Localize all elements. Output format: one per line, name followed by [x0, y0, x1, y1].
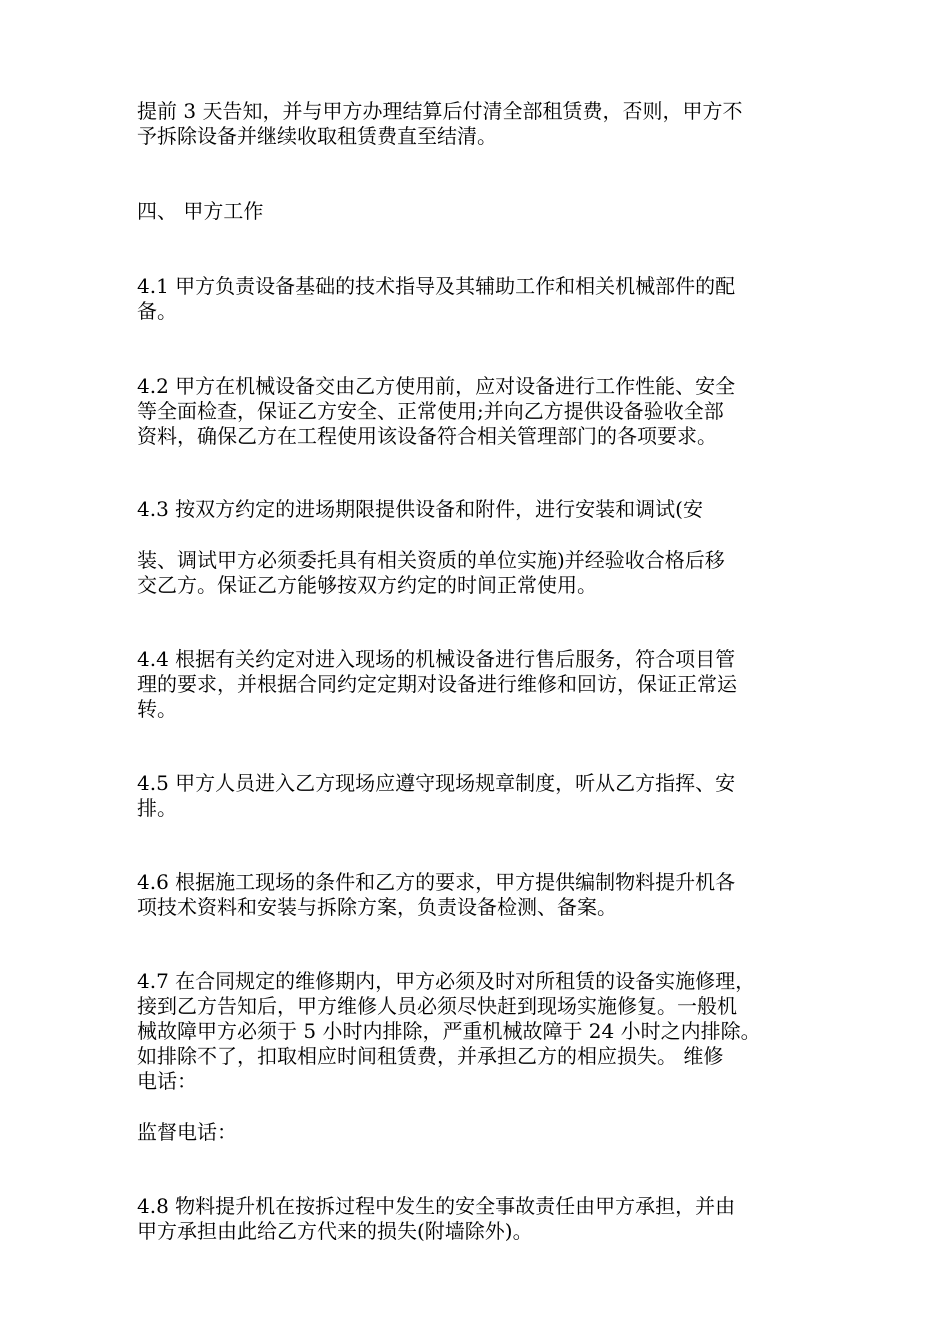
section-heading	[137, 199, 827, 224]
text-line: 四、 甲方工作	[137, 199, 264, 223]
text-line: 电话：	[137, 1069, 197, 1093]
text-line: 提前 3 天告知，并与甲方办理结算后付清全部租赁费，否则，甲方不	[137, 99, 743, 123]
text-line: 等全面检查，保证乙方安全、正常使用;并向乙方提供设备验收全部	[137, 399, 724, 423]
paragraph-4-8	[137, 1194, 827, 1244]
paragraph-4-4	[137, 647, 827, 722]
paragraph-4-7	[137, 969, 827, 1094]
text-line: 备。	[137, 299, 177, 323]
text-line: 4.8 物料提升机在按拆过程中发生的安全事故责任由甲方承担，并由	[137, 1194, 736, 1218]
text-line: 予拆除设备并继续收取租赁费直至结清。	[137, 124, 497, 148]
text-line: 4.2 甲方在机械设备交由乙方使用前，应对设备进行工作性能、安全	[137, 374, 736, 398]
text-line: 如排除不了，扣取相应时间租赁费，并承担乙方的相应损失。 维修	[137, 1044, 724, 1068]
paragraph-4-6	[137, 870, 827, 920]
paragraph-4-2	[137, 374, 827, 449]
text-line: 4.1 甲方负责设备基础的技术指导及其辅助工作和相关机械部件的配	[137, 274, 736, 298]
text-line: 资料，确保乙方在工程使用该设备符合相关管理部门的各项要求。	[137, 424, 717, 448]
text-line: 4.3 按双方约定的进场期限提供设备和附件，进行安装和调试(安	[137, 497, 703, 521]
paragraph-4-3-continued	[137, 548, 827, 598]
paragraph-supervision-phone	[137, 1120, 827, 1145]
paragraph-intro	[137, 99, 827, 149]
paragraph-4-3-first-line	[137, 497, 827, 522]
text-line: 理的要求，并根据合同约定定期对设备进行维修和回访，保证正常运	[137, 672, 737, 696]
text-line: 排。	[137, 796, 177, 820]
text-line: 4.7 在合同规定的维修期内，甲方必须及时对所租赁的设备实施修理，	[137, 969, 756, 993]
text-line: 转。	[137, 697, 177, 721]
paragraph-4-1	[137, 274, 827, 324]
text-line: 装、调试甲方必须委托具有相关资质的单位实施)并经验收合格后移	[137, 548, 725, 572]
text-line: 接到乙方告知后，甲方维修人员必须尽快赶到现场实施修复。一般机	[137, 994, 737, 1018]
text-line: 项技术资料和安装与拆除方案，负责设备检测、备案。	[137, 895, 617, 919]
text-line: 甲方承担由此给乙方代来的损失(附墙除外)。	[137, 1219, 533, 1243]
text-line: 械故障甲方必须于 5 小时内排除，严重机械故障于 24 小时之内排除。	[137, 1019, 761, 1043]
text-line: 4.4 根据有关约定对进入现场的机械设备进行售后服务，符合项目管	[137, 647, 736, 671]
text-line: 4.5 甲方人员进入乙方现场应遵守现场规章制度，听从乙方指挥、安	[137, 771, 736, 795]
text-line: 4.6 根据施工现场的条件和乙方的要求，甲方提供编制物料提升机各	[137, 870, 736, 894]
text-line: 交乙方。保证乙方能够按双方约定的时间正常使用。	[137, 573, 597, 597]
paragraph-4-5	[137, 771, 827, 821]
text-line: 监督电话：	[137, 1120, 237, 1144]
